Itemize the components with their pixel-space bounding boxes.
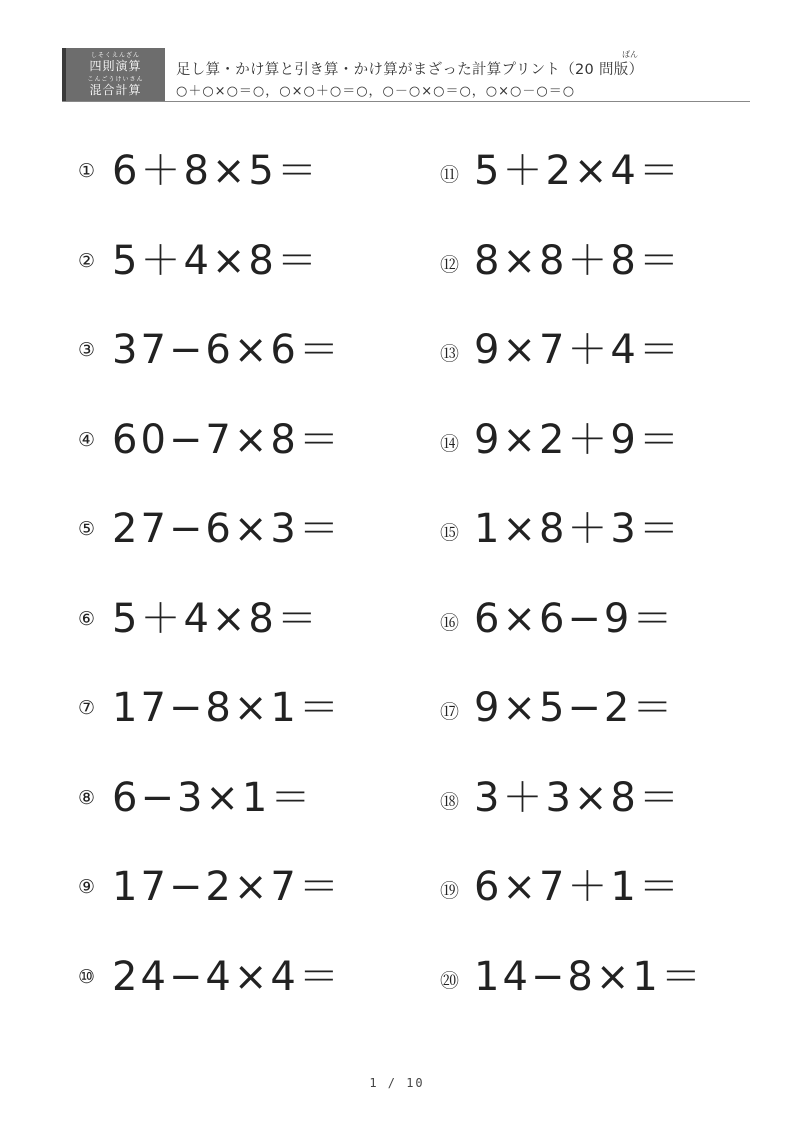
badge-label-bottom: 混合計算 xyxy=(89,83,142,97)
problem-number: ② xyxy=(78,249,96,272)
worksheet-title: 足し算・かけ算と引き算・かけ算がまざった計算プリント（20 問版） xyxy=(176,62,644,78)
problem-expression: 1×8＋3＝ xyxy=(474,506,682,552)
problem-expression: 9×2＋9＝ xyxy=(474,416,682,463)
problem-expression: 17−8×1＝ xyxy=(112,685,342,731)
problem-number: ⑨ xyxy=(78,876,96,898)
problem-expression: 17−2×7＝ xyxy=(112,864,342,910)
problem-expression: 6−3×1＝ xyxy=(112,774,314,821)
badge-ruby-bottom: こんごうけいさん xyxy=(87,76,144,83)
problem-expression: 5＋4×8＝ xyxy=(112,237,320,284)
problem-expression: 6＋8×5＝ xyxy=(112,148,320,194)
problem-expression: 24−4×4＝ xyxy=(112,953,342,1000)
problem-expression: 5＋2×4＝ xyxy=(474,148,682,194)
problem-number: ⑧ xyxy=(78,786,96,809)
problem-number: ⑬ xyxy=(440,343,460,365)
category-badge xyxy=(62,48,165,101)
problem-number: ⑪ xyxy=(440,164,460,186)
problem-expression: 3＋3×8＝ xyxy=(474,774,682,821)
problem-expression: 9×7＋4＝ xyxy=(474,327,682,373)
problem-number: ⑱ xyxy=(440,790,460,813)
badge-row-top xyxy=(66,52,165,73)
problem-expression: 60−7×8＝ xyxy=(112,416,342,463)
page-number: 1 / 10 xyxy=(369,1076,425,1090)
badge-row-bottom xyxy=(66,76,165,97)
problem-expression: 9×5−2＝ xyxy=(474,685,676,731)
badge-label-top: 四則演算 xyxy=(89,59,142,73)
problem-expression: 14−8×1＝ xyxy=(474,953,704,1000)
problem-number: ⑳ xyxy=(440,969,460,992)
worksheet-subtitle: ○＋○×○＝○，○×○＋○＝○，○－○×○＝○，○×○－○＝○ xyxy=(176,84,576,99)
title-ruby: ばん xyxy=(622,50,638,59)
problem-number: ⑯ xyxy=(440,611,460,634)
worksheet-header xyxy=(62,48,750,102)
problem-number: ⑲ xyxy=(440,880,460,902)
problem-number: ⑫ xyxy=(440,253,460,276)
problem-number: ⑤ xyxy=(78,518,96,540)
problem-expression: 37−6×6＝ xyxy=(112,327,342,373)
problem-number: ③ xyxy=(78,339,96,361)
badge-ruby-top: しそくえんざん xyxy=(90,52,140,59)
problem-number: ④ xyxy=(78,428,96,451)
problem-number: ⑦ xyxy=(78,697,96,719)
problem-expression: 6×7＋1＝ xyxy=(474,864,682,910)
problem-expression: 27−6×3＝ xyxy=(112,506,342,552)
problem-number: ⑮ xyxy=(440,522,460,544)
problem-number: ⑰ xyxy=(440,701,460,723)
problem-expression: 6×6−9＝ xyxy=(474,595,676,642)
problem-expression: 8×8＋8＝ xyxy=(474,237,682,284)
problem-expression: 5＋4×8＝ xyxy=(112,595,320,642)
problem-number: ① xyxy=(78,160,96,182)
problem-number: ⑥ xyxy=(78,607,96,630)
problem-number: ⑭ xyxy=(440,432,460,455)
problem-number: ⑩ xyxy=(78,965,96,988)
